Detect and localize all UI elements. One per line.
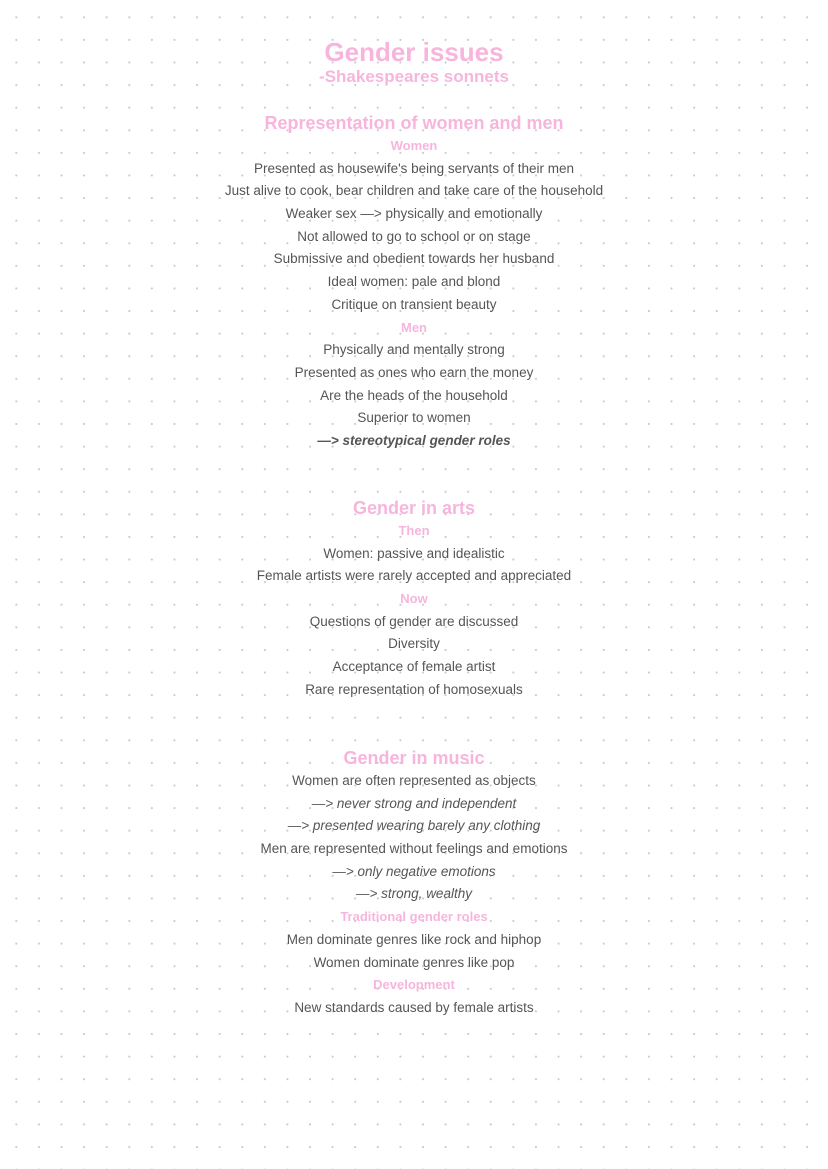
list-item: Not allowed to go to school or on stage [297,228,531,244]
list-item: —> never strong and independent [311,795,517,811]
section-heading-representation: Representation of women and men [264,113,564,133]
subheading-traditional-gender-roles: Traditional gender roles [340,909,488,925]
list-item: —> presented wearing barely any clothing [287,818,541,834]
list-item: Critique on transient beauty [331,296,497,312]
section-music [0,746,828,1020]
list-item: Men are represented without feelings and emotions [260,841,568,857]
list-item: Women are often represented as objects [292,773,536,788]
list-item: Rare representation of homosexuals [305,681,523,697]
conclusion-line: —> stereotypical gender roles [317,432,511,448]
list-item: Women dominate genres like pop [313,954,515,970]
page-subtitle: -Shakespeares sonnets [319,67,509,86]
list-item: Female artists were rarely accepted and appreciated [256,568,572,584]
section-heading-arts: Gender in arts [352,498,476,518]
subheading-then: Then [398,523,430,538]
list-item: Women: passive and idealistic [323,545,505,561]
subheading-women: Women [390,138,438,153]
list-item: Superior to women [357,410,471,426]
list-item: Ideal women: pale and blond [327,274,501,290]
subheading-now: Now [400,591,428,607]
page-title: Gender issues [324,37,504,67]
list-item: Are the heads of the household [320,387,508,403]
list-item: New standards caused by female artists [294,999,534,1015]
list-item: Presented as housewife's being servants of their men [253,160,574,176]
list-item: Weaker sex —> physically and emotionally [285,206,543,222]
list-item: —> strong, wealthy [356,886,472,902]
list-item: Diversity [388,636,440,652]
list-item: Submissive and obedient towards her husband [273,251,555,267]
list-item: Presented as ones who earn the money [294,364,534,380]
list-item: Just alive to cook, bear children and take care of the household [224,183,604,199]
list-item: Acceptance of female artist [332,659,496,675]
subheading-development: Development [373,977,455,993]
section-arts [0,496,828,702]
section-heading-music: Gender in music [343,748,485,768]
list-item: Questions of gender are discussed [309,613,519,629]
list-item: —> only negative emotions [332,863,496,879]
subheading-men: Men [401,319,427,335]
section-representation [0,111,828,453]
list-item: Men dominate genres like rock and hiphop [286,931,542,947]
list-item: Physically and mentally strong [323,342,505,358]
